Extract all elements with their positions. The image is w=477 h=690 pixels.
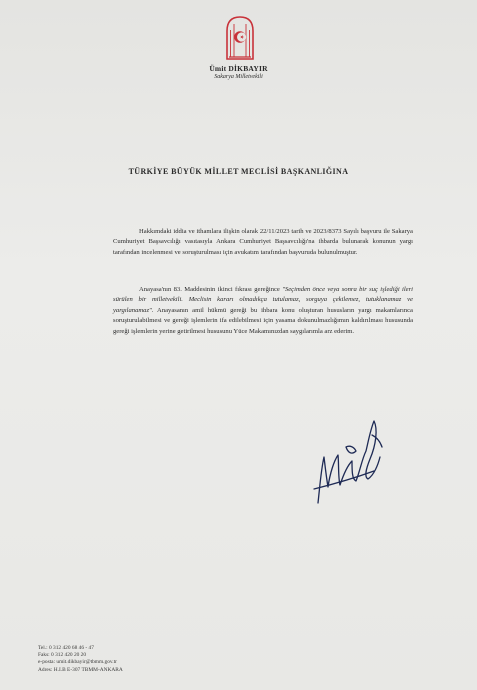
- footer-email: e-posta: umit.dikbayir@tbmm.gov.tr: [38, 659, 117, 666]
- mp-name: Ümit DİKBAYIR: [209, 64, 268, 73]
- paragraph-2: [113, 285, 413, 337]
- paragraph-1-text: Hakkımdaki iddia ve ithamlara ilişkin olarak 22/11/2023 tarih ve 2023/8373 Sayılı başvuru ile Sakarya Cumhuriyet Başsavcılığı vasıtasıyla Ankara Cumhuriyet Başsavcılığı'na ihbarda bulunarak konunun yargı tarafından incelenmesi ve soruşturulması için avukatım tarafından başvuruda bulunulmuştur.: [113, 228, 413, 256]
- mp-title: Sakarya Milletvekili: [214, 74, 263, 80]
- signature: [312, 415, 384, 507]
- footer-fax: Faks: 0 312 420 20 20: [38, 652, 87, 659]
- paragraph-2-rest: Anayasanın amil hükmü gereği bu ihbara konu oluşturan hususların yargı makamlarınca soruşturulabilmesi ve gereği işlemlerin ifa edilebilmesi için yasama dokunulmazlığımın kaldırılması hususunda gereği işlemlerin yerine getirilmesi hususunu Yüce Makamınızdan saygılarımla arz ederim.: [113, 306, 413, 335]
- paragraph-2-lead: Anayasa'nın 83. Maddesinin ikinci fıkrası gereğince: [139, 286, 283, 293]
- footer-tel: Tel.: 0 312 420 68 46 - 47: [38, 645, 94, 651]
- footer-address: Adres: H.I.B E-307 TBMM-ANKARA: [38, 666, 123, 673]
- tbmm-emblem-icon: [225, 15, 255, 61]
- paragraph-2-quote: "Seçimden önce veya sonra bir suç işlediği ileri sürülen bir milletvekili. Meclisin kararı olmadıkça tutulamaz, sorguya çekilemez, tutuklanamaz ve yargılanamaz".: [113, 286, 413, 314]
- contact-footer: [38, 645, 123, 674]
- letter-title: TÜRKİYE BÜYÜK MİLLET MECLİSİ BAŞKANLIĞINA: [128, 167, 349, 176]
- paragraph-1: [113, 227, 413, 258]
